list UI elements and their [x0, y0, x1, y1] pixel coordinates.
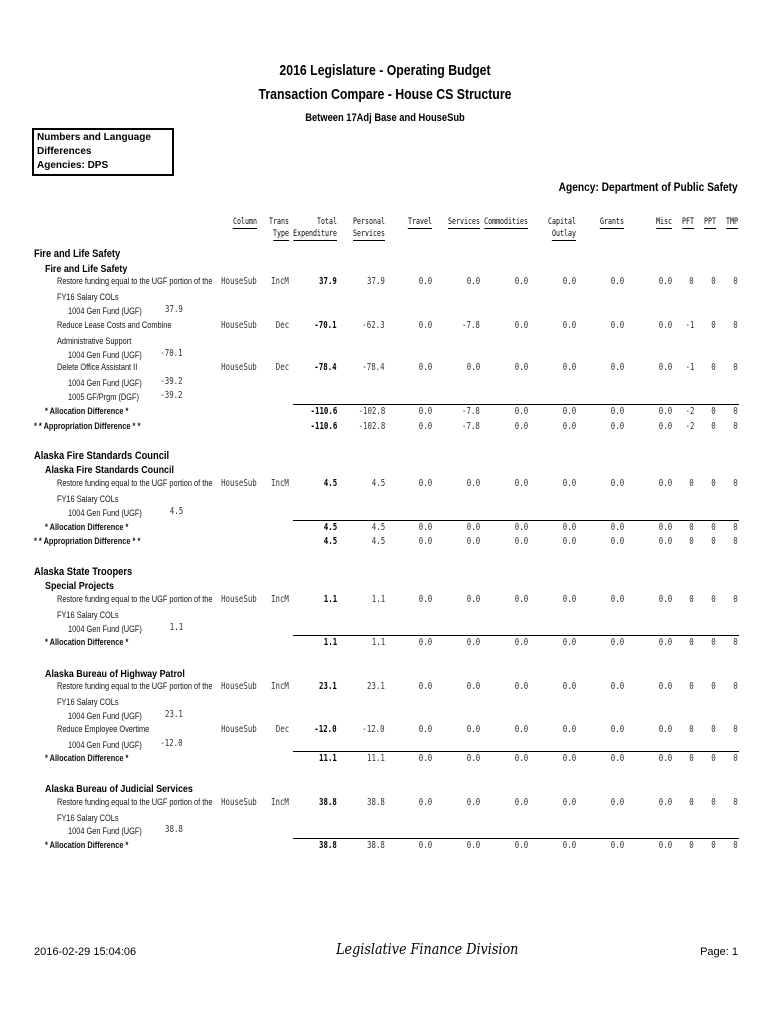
- row-description-cont: FY16 Salary COLs: [57, 494, 119, 504]
- row-value-cell: 0.0: [610, 681, 624, 692]
- difference-label: * Allocation Difference *: [45, 753, 129, 763]
- row-value-cell: 0: [689, 724, 694, 735]
- difference-value-cell: -102.8: [358, 406, 385, 417]
- difference-label: * Allocation Difference *: [45, 406, 129, 416]
- row-value-cell: 0.0: [658, 594, 672, 605]
- row-value-cell: 0: [711, 362, 716, 373]
- row-value-cell: 38.8: [367, 797, 385, 808]
- row-value-cell: 0.0: [466, 724, 480, 735]
- column-header-bottom: TMP: [726, 217, 738, 227]
- total-rule: [293, 520, 739, 521]
- row-value-cell: 0.0: [562, 478, 576, 489]
- row-value-cell: 0: [733, 724, 738, 735]
- difference-value-cell: 0: [711, 536, 716, 547]
- column-header-bottom: Services: [353, 229, 385, 239]
- fund-label: 1004 Gen Fund (UGF): [68, 508, 142, 518]
- total-rule: [293, 404, 739, 405]
- row-value-cell: -1: [685, 320, 694, 331]
- fund-label: 1004 Gen Fund (UGF): [68, 711, 142, 721]
- difference-value-cell: 0.0: [514, 840, 528, 851]
- difference-value-cell: 0.0: [658, 637, 672, 648]
- footer-division: Legislative Finance Division: [336, 940, 519, 958]
- difference-value-cell: 0: [711, 522, 716, 533]
- difference-value-cell: 0: [733, 536, 738, 547]
- section-heading: Alaska Fire Standards Council: [34, 450, 170, 462]
- row-value-cell: -70.1: [314, 320, 337, 331]
- difference-value-cell: 0.0: [610, 421, 624, 432]
- difference-label: * * Appropriation Difference * *: [34, 536, 141, 546]
- row-value-cell: 0.0: [514, 681, 528, 692]
- row-value-cell: 37.9: [319, 276, 337, 287]
- difference-value-cell: 0.0: [610, 522, 624, 533]
- difference-value-cell: 0.0: [562, 522, 576, 533]
- difference-value-cell: -2: [685, 406, 694, 417]
- row-value-cell: 0.0: [514, 276, 528, 287]
- difference-value-cell: 0.0: [658, 536, 672, 547]
- row-value-cell: 0: [711, 797, 716, 808]
- difference-value-cell: 0.0: [514, 637, 528, 648]
- difference-value-cell: 1.1: [371, 637, 385, 648]
- row-value-cell: 0: [733, 478, 738, 489]
- row-value-cell: 0.0: [658, 276, 672, 287]
- row-description-cont: FY16 Salary COLs: [57, 610, 119, 620]
- row-value-cell: 0: [711, 276, 716, 287]
- fund-label: 1005 GF/Prgm (DGF): [68, 392, 139, 402]
- difference-value-cell: 0.0: [418, 406, 432, 417]
- difference-value-cell: 0.0: [610, 637, 624, 648]
- difference-value-cell: 4.5: [371, 522, 385, 533]
- filter-line-2: Differences: [37, 146, 92, 157]
- difference-value-cell: 0: [711, 840, 716, 851]
- difference-label: * Allocation Difference *: [45, 840, 129, 850]
- fund-amount: 23.1: [165, 709, 183, 720]
- row-column: HouseSub: [221, 681, 257, 692]
- row-value-cell: 0.0: [514, 797, 528, 808]
- difference-value-cell: 0.0: [610, 753, 624, 764]
- total-rule: [293, 635, 739, 636]
- fund-label: 1004 Gen Fund (UGF): [68, 350, 142, 360]
- fund-label: 1004 Gen Fund (UGF): [68, 378, 142, 388]
- row-description: Reduce Lease Costs and Combine: [57, 320, 172, 330]
- row-trans-type: IncM: [271, 276, 289, 287]
- row-value-cell: 0.0: [466, 681, 480, 692]
- difference-value-cell: 0.0: [610, 536, 624, 547]
- difference-value-cell: 0.0: [562, 421, 576, 432]
- difference-value-cell: 0.0: [658, 753, 672, 764]
- row-value-cell: 0: [689, 478, 694, 489]
- column-header-bottom: Column: [233, 217, 257, 227]
- row-description-cont: FY16 Salary COLs: [57, 813, 119, 823]
- filter-box: [32, 128, 174, 176]
- row-trans-type: Dec: [275, 724, 289, 735]
- row-description: Restore funding equal to the UGF portion of the: [57, 478, 213, 488]
- difference-value-cell: 11.1: [367, 753, 385, 764]
- section-heading: Fire and Life Safety: [34, 248, 121, 260]
- fund-amount: -39.2: [160, 390, 183, 401]
- column-header-top: Capital: [548, 217, 576, 227]
- row-value-cell: 0.0: [466, 797, 480, 808]
- row-column: HouseSub: [221, 797, 257, 808]
- row-value-cell: 0.0: [658, 724, 672, 735]
- column-header-bottom: Services: [448, 217, 480, 227]
- column-header-bottom: Commodities: [484, 217, 528, 227]
- difference-value-cell: 0.0: [562, 536, 576, 547]
- difference-value-cell: 0.0: [610, 840, 624, 851]
- row-value-cell: 0.0: [514, 594, 528, 605]
- row-value-cell: 0.0: [466, 276, 480, 287]
- difference-value-cell: 0.0: [514, 421, 528, 432]
- difference-value-cell: 0.0: [418, 421, 432, 432]
- difference-value-cell: 0: [711, 406, 716, 417]
- difference-label: * Allocation Difference *: [45, 637, 129, 647]
- filter-line-3: Agencies: DPS: [37, 160, 109, 171]
- row-description: Restore funding equal to the UGF portion of the: [57, 681, 213, 691]
- difference-value-cell: 1.1: [323, 637, 337, 648]
- footer-page-number: Page: 1: [700, 946, 738, 958]
- row-value-cell: 0.0: [610, 594, 624, 605]
- row-trans-type: IncM: [271, 478, 289, 489]
- column-header-bottom: Expenditure: [293, 229, 337, 239]
- difference-value-cell: -7.8: [462, 421, 480, 432]
- total-rule: [293, 838, 739, 839]
- row-value-cell: 0: [689, 594, 694, 605]
- fund-amount: -12.0: [160, 738, 183, 749]
- row-value-cell: 0.0: [562, 724, 576, 735]
- difference-value-cell: 0.0: [514, 406, 528, 417]
- row-value-cell: -78.4: [362, 362, 385, 373]
- row-value-cell: 4.5: [323, 478, 337, 489]
- difference-value-cell: 0.0: [562, 637, 576, 648]
- row-trans-type: IncM: [271, 594, 289, 605]
- row-value-cell: 4.5: [371, 478, 385, 489]
- column-header-top: Trans: [269, 217, 289, 227]
- row-value-cell: 0.0: [610, 276, 624, 287]
- row-value-cell: 0: [733, 797, 738, 808]
- row-value-cell: 0.0: [466, 362, 480, 373]
- row-value-cell: 0: [733, 362, 738, 373]
- row-value-cell: -1: [685, 362, 694, 373]
- row-value-cell: 0.0: [514, 362, 528, 373]
- row-value-cell: -78.4: [314, 362, 337, 373]
- row-value-cell: 0.0: [610, 320, 624, 331]
- difference-value-cell: 0.0: [562, 406, 576, 417]
- difference-value-cell: 0: [689, 522, 694, 533]
- fund-label: 1004 Gen Fund (UGF): [68, 740, 142, 750]
- row-description: Restore funding equal to the UGF portion of the: [57, 797, 213, 807]
- row-description-cont: Administrative Support: [57, 336, 132, 346]
- row-value-cell: 0.0: [562, 797, 576, 808]
- row-value-cell: 0: [711, 594, 716, 605]
- row-value-cell: 0.0: [658, 797, 672, 808]
- difference-value-cell: 0.0: [418, 522, 432, 533]
- difference-value-cell: 0: [711, 421, 716, 432]
- difference-value-cell: 0.0: [562, 753, 576, 764]
- difference-value-cell: -102.8: [358, 421, 385, 432]
- subsection-heading: Fire and Life Safety: [45, 263, 128, 275]
- fund-label: 1004 Gen Fund (UGF): [68, 624, 142, 634]
- difference-value-cell: 0.0: [514, 753, 528, 764]
- row-value-cell: 0.0: [418, 276, 432, 287]
- difference-value-cell: 0.0: [658, 522, 672, 533]
- row-value-cell: -62.3: [362, 320, 385, 331]
- subsection-heading: Special Projects: [45, 580, 114, 592]
- difference-value-cell: 0.0: [418, 840, 432, 851]
- column-header: [676, 216, 738, 229]
- row-value-cell: -12.0: [314, 724, 337, 735]
- column-header-bottom: Grants: [600, 217, 624, 227]
- row-value-cell: 0.0: [514, 478, 528, 489]
- row-value-cell: 0.0: [610, 724, 624, 735]
- subsection-heading: Alaska Fire Standards Council: [45, 464, 174, 476]
- footer-timestamp: 2016-02-29 15:04:06: [34, 946, 137, 958]
- column-header-bottom: PPT: [704, 217, 716, 227]
- difference-value-cell: 0: [733, 406, 738, 417]
- row-value-cell: 0: [689, 681, 694, 692]
- row-value-cell: 0.0: [562, 681, 576, 692]
- row-description: Reduce Employee Overtime: [57, 724, 150, 734]
- row-value-cell: 0: [733, 594, 738, 605]
- row-value-cell: -7.8: [462, 320, 480, 331]
- row-value-cell: 0.0: [658, 681, 672, 692]
- difference-value-cell: 0: [733, 637, 738, 648]
- difference-value-cell: 0.0: [514, 522, 528, 533]
- row-trans-type: Dec: [275, 320, 289, 331]
- difference-value-cell: 0.0: [658, 406, 672, 417]
- difference-value-cell: 4.5: [323, 522, 337, 533]
- row-value-cell: 0.0: [610, 797, 624, 808]
- row-value-cell: 0.0: [610, 478, 624, 489]
- column-header-bottom: Misc: [656, 217, 672, 227]
- row-value-cell: 0.0: [418, 362, 432, 373]
- row-trans-type: IncM: [271, 797, 289, 808]
- difference-value-cell: 0: [689, 840, 694, 851]
- row-value-cell: 23.1: [319, 681, 337, 692]
- difference-value-cell: 0.0: [658, 421, 672, 432]
- fund-amount: 4.5: [169, 506, 183, 517]
- column-header-bottom: Travel: [408, 217, 432, 227]
- row-description: Delete Office Assistant II: [57, 362, 138, 372]
- difference-value-cell: 0: [733, 421, 738, 432]
- row-value-cell: 0.0: [658, 478, 672, 489]
- row-value-cell: 0: [689, 797, 694, 808]
- row-trans-type: Dec: [275, 362, 289, 373]
- total-rule: [293, 751, 739, 752]
- report-title-1: 2016 Legislature - Operating Budget: [279, 62, 491, 79]
- row-value-cell: 0.0: [418, 797, 432, 808]
- row-value-cell: 0: [733, 276, 738, 287]
- row-column: HouseSub: [221, 594, 257, 605]
- difference-value-cell: 4.5: [371, 536, 385, 547]
- difference-value-cell: 0.0: [466, 637, 480, 648]
- column-header-top: Personal: [353, 217, 385, 227]
- column-header-bottom: Outlay: [552, 229, 576, 239]
- row-description: Restore funding equal to the UGF portion of the: [57, 594, 213, 604]
- fund-amount: 37.9: [165, 304, 183, 315]
- difference-value-cell: 0: [733, 840, 738, 851]
- row-value-cell: 0.0: [562, 362, 576, 373]
- row-value-cell: 0.0: [466, 594, 480, 605]
- row-value-cell: 0.0: [418, 724, 432, 735]
- row-column: HouseSub: [221, 362, 257, 373]
- difference-value-cell: -2: [685, 421, 694, 432]
- row-value-cell: 0.0: [418, 320, 432, 331]
- difference-value-cell: 38.8: [319, 840, 337, 851]
- row-value-cell: -12.0: [362, 724, 385, 735]
- row-value-cell: 38.8: [319, 797, 337, 808]
- difference-value-cell: 0.0: [418, 637, 432, 648]
- row-value-cell: 1.1: [371, 594, 385, 605]
- agency-label: Agency: Department of Public Safety: [558, 180, 738, 194]
- row-trans-type: IncM: [271, 681, 289, 692]
- difference-label: * * Appropriation Difference * *: [34, 421, 141, 431]
- row-value-cell: 0.0: [418, 478, 432, 489]
- row-value-cell: 0.0: [562, 594, 576, 605]
- difference-value-cell: 11.1: [319, 753, 337, 764]
- column-header-bottom: Type: [273, 229, 289, 239]
- difference-value-cell: 0.0: [610, 406, 624, 417]
- row-value-cell: 0.0: [610, 362, 624, 373]
- row-value-cell: 0.0: [466, 478, 480, 489]
- row-column: HouseSub: [221, 276, 257, 287]
- row-description: Restore funding equal to the UGF portion of the: [57, 276, 213, 286]
- difference-value-cell: -7.8: [462, 406, 480, 417]
- row-column: HouseSub: [221, 724, 257, 735]
- fund-amount: 38.8: [165, 824, 183, 835]
- row-value-cell: 0.0: [658, 320, 672, 331]
- fund-amount: -70.1: [160, 348, 183, 359]
- row-value-cell: 37.9: [367, 276, 385, 287]
- subsection-heading: Alaska Bureau of Highway Patrol: [45, 668, 185, 680]
- subsection-heading: Alaska Bureau of Judicial Services: [45, 783, 193, 795]
- difference-value-cell: 0: [689, 536, 694, 547]
- row-value-cell: 23.1: [367, 681, 385, 692]
- difference-value-cell: 0: [711, 753, 716, 764]
- difference-value-cell: 0.0: [466, 753, 480, 764]
- row-value-cell: 0: [711, 681, 716, 692]
- row-value-cell: 0: [711, 724, 716, 735]
- difference-value-cell: -110.6: [310, 406, 337, 417]
- fund-label: 1004 Gen Fund (UGF): [68, 306, 142, 316]
- difference-value-cell: 0: [689, 637, 694, 648]
- fund-amount: -39.2: [160, 376, 183, 387]
- difference-value-cell: 4.5: [323, 536, 337, 547]
- fund-amount: 1.1: [169, 622, 183, 633]
- report-title-2: Transaction Compare - House CS Structure: [258, 86, 512, 103]
- row-value-cell: 0: [711, 320, 716, 331]
- row-value-cell: 0.0: [418, 594, 432, 605]
- row-column: HouseSub: [221, 320, 257, 331]
- fund-label: 1004 Gen Fund (UGF): [68, 826, 142, 836]
- row-value-cell: 0: [733, 320, 738, 331]
- difference-value-cell: 0.0: [466, 840, 480, 851]
- row-value-cell: 0.0: [418, 681, 432, 692]
- difference-value-cell: 0.0: [418, 536, 432, 547]
- row-column: HouseSub: [221, 478, 257, 489]
- difference-value-cell: 0.0: [514, 536, 528, 547]
- row-value-cell: 0.0: [658, 362, 672, 373]
- difference-value-cell: 0.0: [466, 522, 480, 533]
- difference-label: * Allocation Difference *: [45, 522, 129, 532]
- difference-value-cell: 0.0: [562, 840, 576, 851]
- column-header-top: Total: [317, 217, 337, 227]
- row-value-cell: 0.0: [514, 320, 528, 331]
- row-value-cell: 0.0: [514, 724, 528, 735]
- column-header-bottom: PFT: [682, 217, 694, 227]
- section-heading: Alaska State Troopers: [34, 566, 133, 578]
- report-subtitle: Between 17Adj Base and HouseSub: [305, 112, 465, 124]
- difference-value-cell: 0: [733, 522, 738, 533]
- difference-value-cell: -110.6: [310, 421, 337, 432]
- row-value-cell: 0: [733, 681, 738, 692]
- difference-value-cell: 38.8: [367, 840, 385, 851]
- difference-value-cell: 0.0: [658, 840, 672, 851]
- difference-value-cell: 0.0: [418, 753, 432, 764]
- row-value-cell: 0.0: [562, 276, 576, 287]
- row-value-cell: 1.1: [323, 594, 337, 605]
- row-value-cell: 0: [689, 276, 694, 287]
- row-description-cont: FY16 Salary COLs: [57, 292, 119, 302]
- difference-value-cell: 0: [711, 637, 716, 648]
- row-description-cont: FY16 Salary COLs: [57, 697, 119, 707]
- difference-value-cell: 0: [733, 753, 738, 764]
- row-value-cell: 0.0: [562, 320, 576, 331]
- row-value-cell: 0: [711, 478, 716, 489]
- difference-value-cell: 0: [689, 753, 694, 764]
- difference-value-cell: 0.0: [466, 536, 480, 547]
- filter-line-1: Numbers and Language: [37, 132, 151, 143]
